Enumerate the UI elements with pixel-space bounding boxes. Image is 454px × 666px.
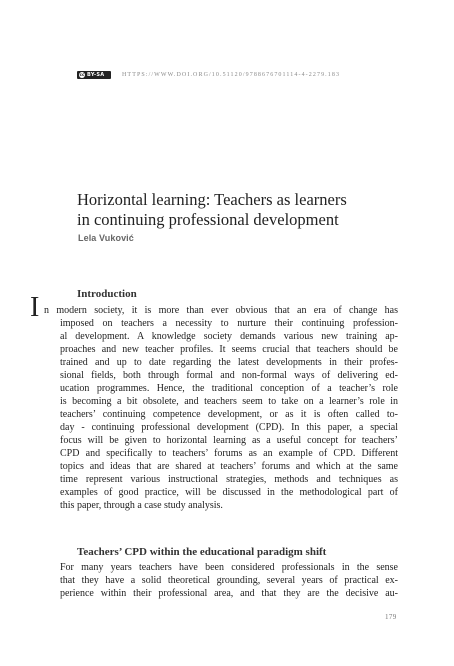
text-line: CPD and specifically to teachers’ forums as an example of CPD. Different — [60, 448, 398, 459]
text-line: day - continuing professional development (CPD). In this paper, a special — [60, 422, 398, 433]
text-line: proaches and new teacher profiles. It seems crucial that teachers should be — [60, 344, 398, 355]
text-line: al development. A knowledge society demands various new training ap- — [60, 331, 398, 342]
text-line: this paper, through a case study analysis. — [60, 500, 223, 511]
section-heading-cpd: Teachers’ CPD within the educational paradigm shift — [77, 546, 327, 558]
section-heading-introduction: Introduction — [77, 288, 137, 300]
text-line: perience within their professional area, and that they are the decisive au- — [60, 588, 398, 599]
text-line: n modern society, it is more than ever obvious that an era of change has — [44, 305, 398, 316]
text-line: teachers’ continuing competence development, or as it is often called to- — [60, 409, 398, 420]
text-line: For many years teachers have been considered professionals in the sense — [60, 562, 398, 573]
text-line: examples of good practice, will be discussed in the methodological part of — [60, 487, 398, 498]
paper-title — [77, 190, 417, 230]
drop-cap: I — [30, 292, 40, 323]
text-line: ucation programmes. Hence, the traditional conception of a teacher’s role — [60, 383, 398, 394]
author-name: Lela Vuković — [78, 233, 134, 243]
text-line: that they have a solid theoretical grounding, several years of practical ex- — [60, 575, 398, 586]
text-line: topics and ideas that are shared at teachers’ forums and which at the same — [60, 461, 398, 472]
text-line: is becoming a bit obsolete, and teachers seem to take on a learner’s role in — [60, 396, 398, 407]
text-line: trained and up to date regarding the latest developments in their profes- — [60, 357, 398, 368]
page-number: 179 — [385, 613, 397, 621]
text-line: imposed on teachers a necessity to nurture their continuing profession- — [60, 318, 398, 329]
text-line: focus will be given to horizontal learning as a useful concept for teachers’ — [60, 435, 398, 446]
license-label: BY-SA — [87, 72, 105, 78]
title-line: in continuing professional development — [77, 210, 339, 229]
cc-icon: cc — [79, 72, 85, 77]
title-line: Horizontal learning: Teachers as learners — [77, 190, 347, 209]
cc-license-badge — [77, 71, 111, 79]
doi-header — [77, 70, 340, 80]
text-line: time represent various instructional strategies, methods and techniques as — [60, 474, 398, 485]
doi-link[interactable]: HTTPS://WWW.DOI.ORG/10.51120/9788676701114-4-2279.183 — [122, 72, 341, 78]
text-line: sional fields, both through formal and non-formal ways of delivering ed- — [60, 370, 398, 381]
